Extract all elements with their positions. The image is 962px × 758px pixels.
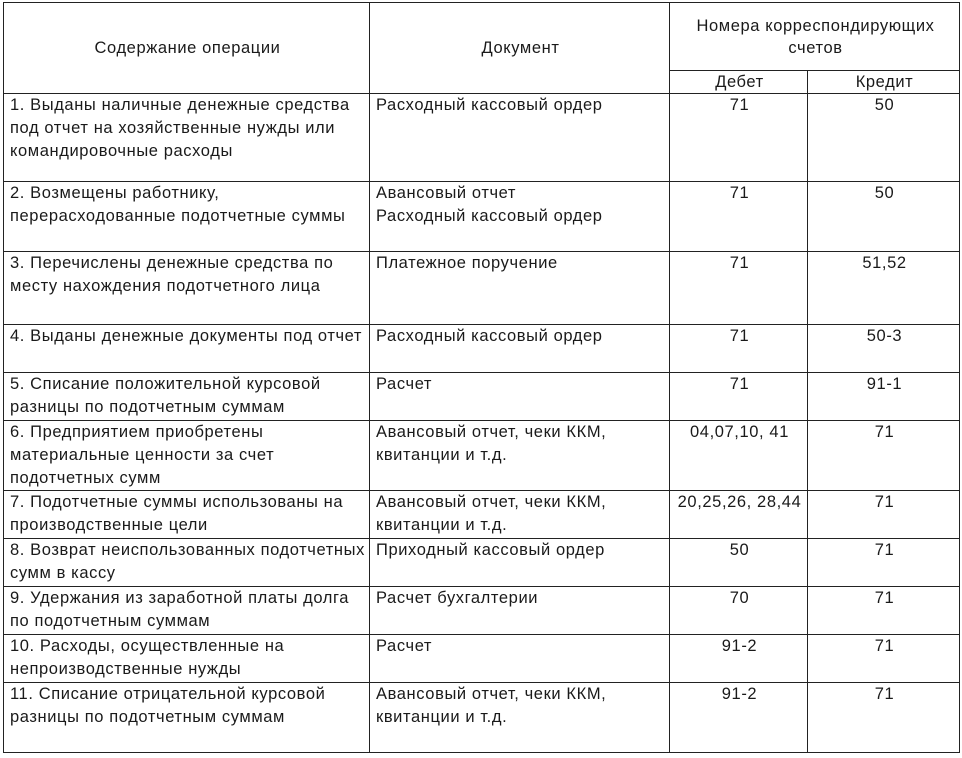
operation-cell: 7. Подотчетные суммы использованы на производственные цели — [4, 491, 370, 539]
operation-cell: 3. Перечислены денежные средства по месту нахождения подотчетного лица — [4, 252, 370, 325]
debit-cell: 71 — [670, 182, 808, 252]
document-cell: Авансовый отчет, чеки ККМ, квитанции и т.д. — [370, 491, 670, 539]
header-credit: Кредит — [808, 71, 960, 94]
credit-cell: 50 — [808, 94, 960, 182]
document-cell: Расчет бухгалтерии — [370, 587, 670, 635]
table-body — [4, 94, 960, 753]
document-cell: Расходный кассовый ордер — [370, 94, 670, 182]
credit-cell: 71 — [808, 539, 960, 587]
debit-cell: 20,25,26, 28,44 — [670, 491, 808, 539]
credit-cell: 91-1 — [808, 373, 960, 421]
debit-cell: 50 — [670, 539, 808, 587]
document-cell: Приходный кассовый ордер — [370, 539, 670, 587]
document-cell: Авансовый отчет, чеки ККМ, квитанции и т.д. — [370, 683, 670, 753]
operation-cell: 5. Списание положительной курсовой разницы по подотчетным суммам — [4, 373, 370, 421]
table-row — [4, 373, 960, 421]
operation-cell: 11. Списание отрицательной курсовой разницы по подотчетным суммам — [4, 683, 370, 753]
document-cell: Расчет — [370, 373, 670, 421]
operation-cell: 6. Предприятием приобретены материальные ценности за счет подотчетных сумм — [4, 421, 370, 491]
table-row — [4, 683, 960, 753]
accounting-entries-table — [3, 2, 960, 753]
credit-cell: 71 — [808, 683, 960, 753]
credit-cell: 71 — [808, 587, 960, 635]
operation-cell: 2. Возмещены работнику, перерасходованные подотчетные суммы — [4, 182, 370, 252]
table-row — [4, 252, 960, 325]
document-cell: Расчет — [370, 635, 670, 683]
debit-cell: 91-2 — [670, 683, 808, 753]
debit-cell: 71 — [670, 252, 808, 325]
table-row — [4, 94, 960, 182]
debit-cell: 70 — [670, 587, 808, 635]
table-row — [4, 635, 960, 683]
document-cell: Платежное поручение — [370, 252, 670, 325]
document-cell: Расходный кассовый ордер — [370, 325, 670, 373]
document-cell: Авансовый отчет Расходный кассовый ордер — [370, 182, 670, 252]
header-document: Документ — [370, 3, 670, 94]
credit-cell: 50-3 — [808, 325, 960, 373]
header-debit: Дебет — [670, 71, 808, 94]
operation-cell: 4. Выданы денежные документы под отчет — [4, 325, 370, 373]
accounting-table-page — [3, 2, 959, 753]
operation-cell: 1. Выданы наличные денежные средства под отчет на хозяйственные нужды или командировочные расходы — [4, 94, 370, 182]
credit-cell: 71 — [808, 421, 960, 491]
table-row — [4, 539, 960, 587]
table-row — [4, 491, 960, 539]
header-operation: Содержание операции — [4, 3, 370, 94]
credit-cell: 51,52 — [808, 252, 960, 325]
document-cell: Авансовый отчет, чеки ККМ, квитанции и т.д. — [370, 421, 670, 491]
debit-cell: 04,07,10, 41 — [670, 421, 808, 491]
operation-cell: 9. Удержания из заработной платы долга по подотчетным суммам — [4, 587, 370, 635]
debit-cell: 71 — [670, 325, 808, 373]
table-row — [4, 182, 960, 252]
operation-cell: 8. Возврат неиспользованных подотчетных сумм в кассу — [4, 539, 370, 587]
credit-cell: 71 — [808, 635, 960, 683]
operation-cell: 10. Расходы, осуществленные на непроизводственные нужды — [4, 635, 370, 683]
table-row — [4, 587, 960, 635]
credit-cell: 71 — [808, 491, 960, 539]
debit-cell: 71 — [670, 94, 808, 182]
credit-cell: 50 — [808, 182, 960, 252]
debit-cell: 71 — [670, 373, 808, 421]
table-row — [4, 325, 960, 373]
table-row — [4, 421, 960, 491]
header-accounts: Номера корреспондирующих счетов — [670, 3, 960, 71]
debit-cell: 91-2 — [670, 635, 808, 683]
